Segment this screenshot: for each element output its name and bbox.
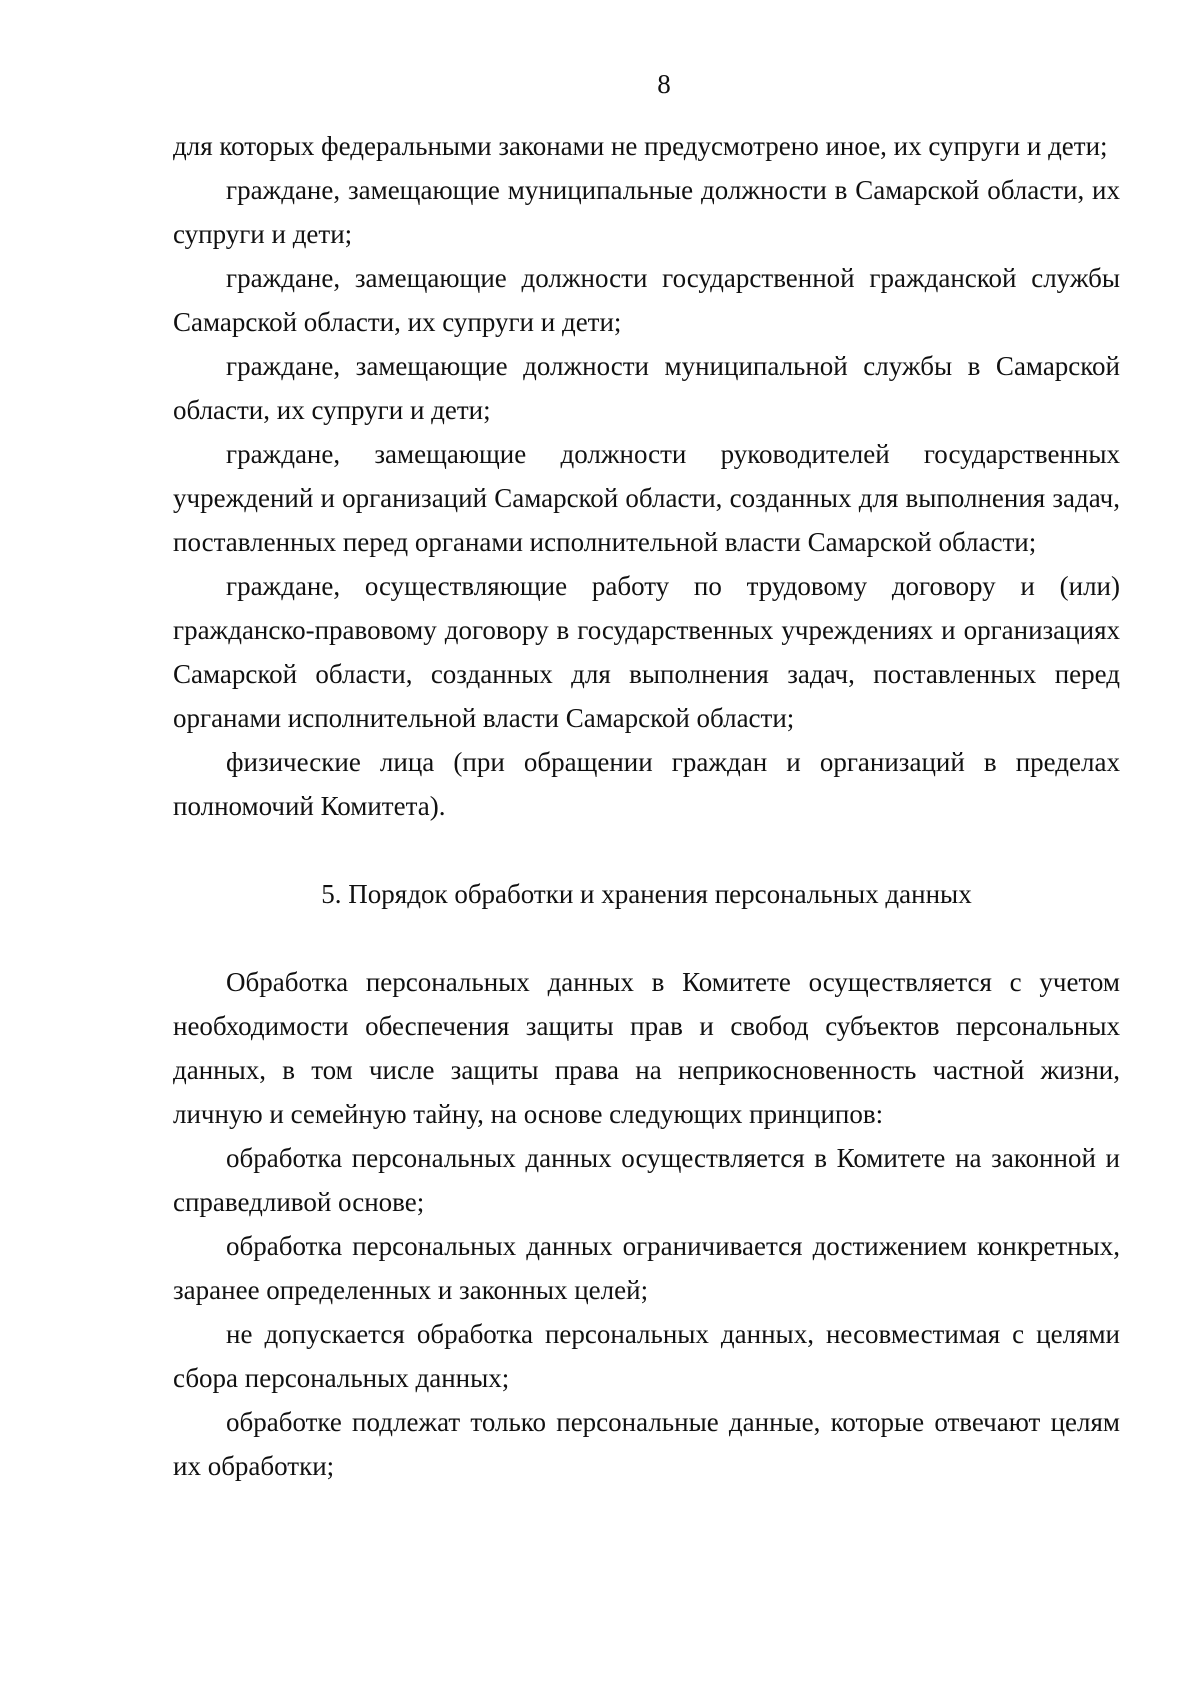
paragraph: граждане, замещающие муниципальные должности в Самарской области, их супруги и дети; [173,175,1120,249]
paragraph: обработке подлежат только персональные данные, которые отвечают целям их обработки; [173,1407,1120,1481]
paragraph: физические лица (при обращении граждан и организаций в пределах полномочий Комитета). [173,747,1120,821]
paragraph-group-before [173,124,1120,828]
paragraph: обработка персональных данных ограничивается достижением конкретных, заранее определенных и законных целей; [173,1231,1120,1305]
section-heading: 5. Порядок обработки и хранения персональных данных [321,879,972,909]
paragraph: обработка персональных данных осуществляется в Комитете на законной и справедливой основе; [173,1143,1120,1217]
paragraph: граждане, замещающие должности руководителей государственных учреждений и организаций Самарской области, созданных для выполнения задач, поставленных перед органами исполнительной власти Самарской области; [173,439,1120,557]
paragraph: Обработка персональных данных в Комитете осуществляется с учетом необходимости обеспечения защиты прав и свобод субъектов персональных данных, в том числе защиты права на неприкосновенность частной жизни, личную и семейную тайну, на основе следующих принципов: [173,967,1120,1129]
paragraph-group-after [173,960,1120,1488]
paragraph: граждане, замещающие должности государственной гражданской службы Самарской области, их супруги и дети; [173,263,1120,337]
paragraph: граждане, осуществляющие работу по трудовому договору и (или) гражданско-правовому договору в государственных учреждениях и организациях Самарской области, созданных для выполнения задач, поставленных перед органами исполнительной власти Самарской области; [173,571,1120,733]
page-number: 8 [657,69,671,99]
paragraph: не допускается обработка персональных данных, несовместимая с целями сбора персональных данных; [173,1319,1120,1393]
document-body [173,124,1120,1488]
paragraph: граждане, замещающие должности муниципальной службы в Самарской области, их супруги и дети; [173,351,1120,425]
paragraph: для которых федеральными законами не предусмотрено иное, их супруги и дети; [173,131,1108,161]
